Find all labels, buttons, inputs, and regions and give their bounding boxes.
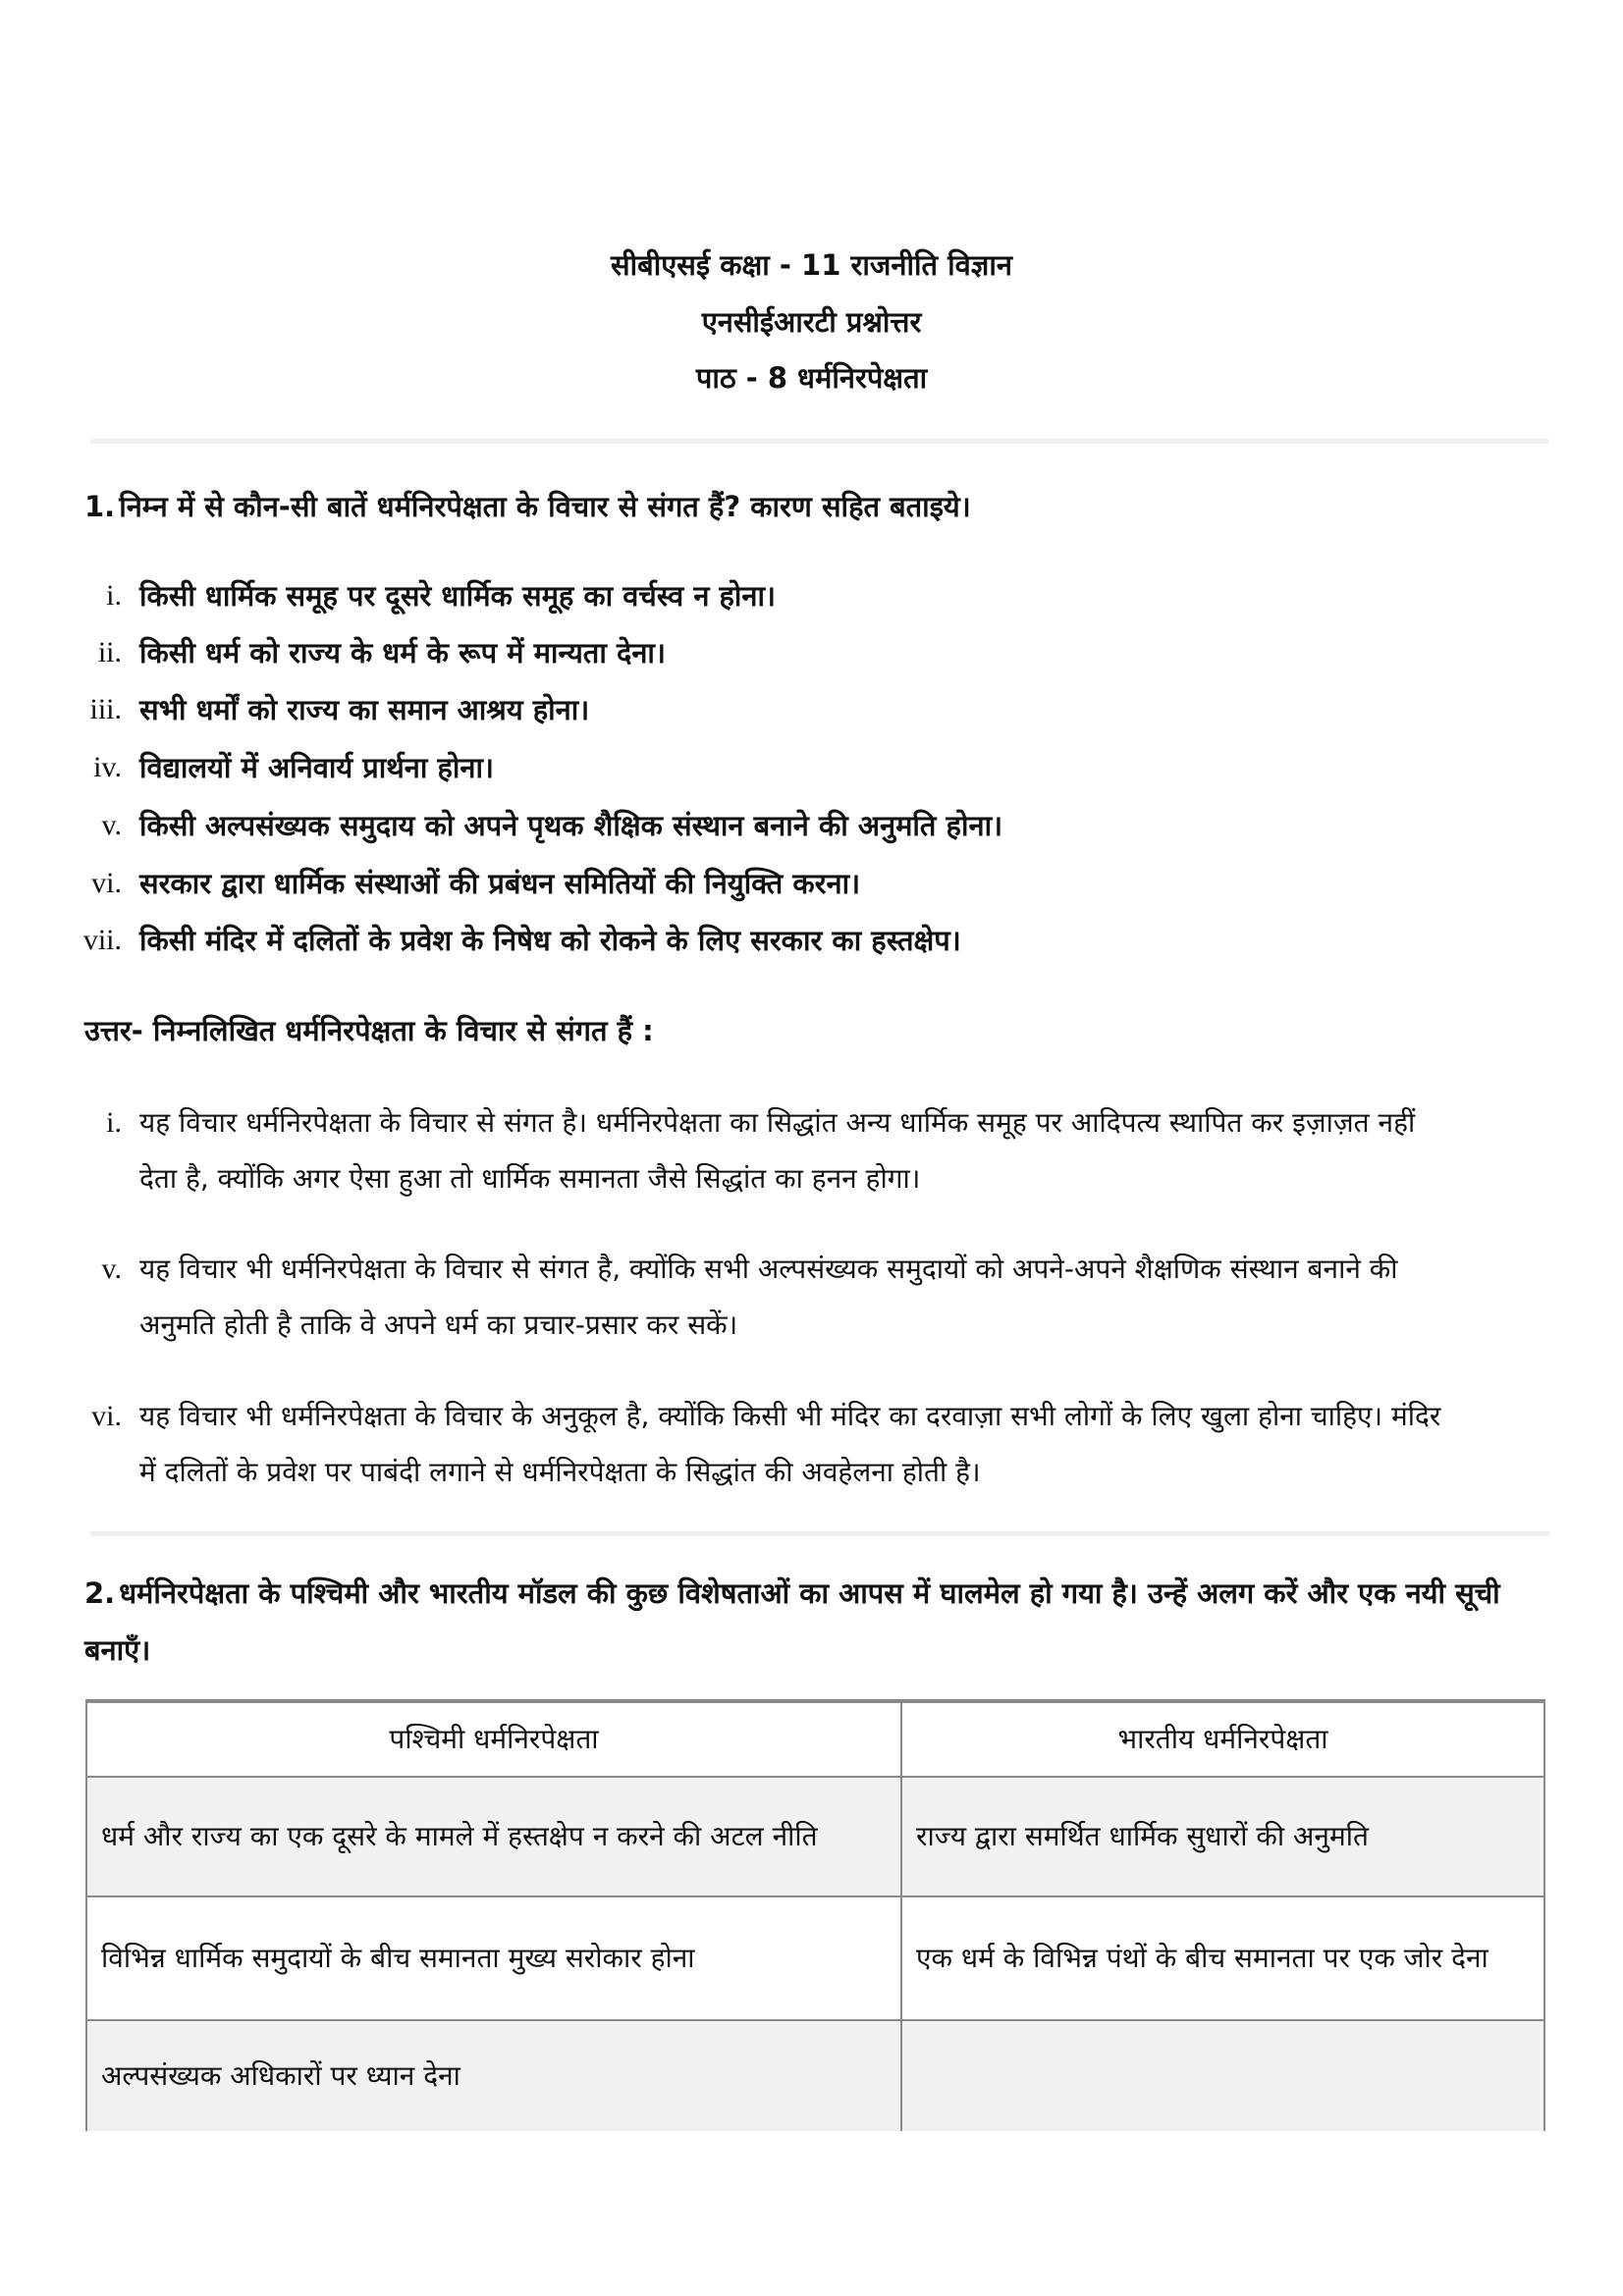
option-text: सभी धर्मों को राज्य का समान आश्रय होना। — [139, 693, 590, 726]
answer-number: v. — [101, 1253, 122, 1285]
option-text: किसी अल्पसंख्यक समुदाय को अपने पृथक शैक्षिक संस्थान बनाने की अनुमति होना। — [139, 809, 1003, 842]
option-item — [39, 806, 1414, 845]
document-title: सीबीएसई कक्षा - 11 राजनीति विज्ञान — [611, 248, 1012, 282]
option-item — [39, 690, 1414, 729]
table-header-row — [86, 1701, 1544, 1777]
table-row — [86, 2020, 1544, 2131]
document-subtitle: एनसीईआरटी प्रश्नोत्तर — [701, 305, 922, 339]
answer-text: यह विचार धर्मनिरपेक्षता के विचार से संगत है। धर्मनिरपेक्षता का सिद्धांत अन्य धार्मिक समूह पर आदिपत्य स्थापित कर इज़ाज़त नहीं देता है, क्योंकि अगर ऐसा हुआ तो धार्मिक समानता जैसे सिद्धांत का हनन होगा। — [139, 1106, 1416, 1195]
answer-number: vi. — [91, 1400, 122, 1432]
option-text: विद्यालयों में अनिवार्य प्रार्थना होना। — [139, 751, 495, 784]
option-number: iv. — [93, 751, 122, 783]
option-text: किसी मंदिर में दलितों के प्रवेश के निषेध को रोकने के लिए सरकार का हस्तक्षेप। — [139, 924, 961, 957]
answer-item — [39, 1095, 1473, 1206]
table-cell — [901, 2020, 1544, 2131]
section-divider — [90, 1531, 1549, 1536]
question-number: 1. — [84, 490, 116, 523]
table-cell: धर्म और राज्य का एक दूसरे के मामले में हस्तक्षेप न करने की अटल नीति — [86, 1777, 901, 1896]
column-header-indian: भारतीय धर्मनिरपेक्षता — [901, 1701, 1544, 1777]
option-text: किसी धर्म को राज्य के धर्म के रूप में मान्यता देना। — [139, 636, 666, 669]
option-number: vi. — [91, 867, 122, 899]
question-number: 2. — [84, 1576, 116, 1610]
comparison-table — [85, 1699, 1545, 2131]
chapter-title: पाठ - 8 धर्मनिरपेक्षता — [695, 361, 928, 395]
question-2 — [84, 1565, 1547, 1679]
table-cell: राज्य द्वारा समर्थित धार्मिक सुधारों की अनुमति — [901, 1777, 1544, 1896]
answer-text: यह विचार भी धर्मनिरपेक्षता के विचार से संगत है, क्योंकि सभी अल्पसंख्यक समुदायों को अपने-अपने शैक्षणिक संस्थान बनाने की अनुमति होती है ताकि वे अपने धर्म का प्रचार-प्रसार कर सकें। — [139, 1253, 1398, 1341]
option-item — [39, 864, 1414, 903]
option-text: सरकार द्वारा धार्मिक संस्थाओं की प्रबंधन समितियों की नियुक्ति करना। — [139, 867, 861, 900]
question-text: धर्मनिरपेक्षता के पश्चिमी और भारतीय मॉडल की कुछ विशेषताओं का आपस में घालमेल हो गया है। उन्हें अलग करें और एक नयी सूची बनाएँ। — [84, 1576, 1500, 1667]
table-cell: एक धर्म के विभिन्न पंथों के बीच समानता पर एक जोर देना — [901, 1896, 1544, 2020]
answer-number: i. — [106, 1106, 122, 1139]
answer-item — [39, 1241, 1473, 1353]
option-number: i. — [106, 579, 122, 612]
option-number: iii. — [89, 693, 122, 725]
option-item — [39, 633, 1414, 672]
option-item — [39, 921, 1414, 960]
option-item — [39, 748, 1414, 787]
answer-heading: उत्तर- निम्नलिखित धर्मनिरपेक्षता के विचार से संगत हैं : — [84, 1014, 654, 1047]
answer-item — [39, 1388, 1473, 1500]
question-text: निम्न में से कौन-सी बातें धर्मनिरपेक्षता के विचार से संगत हैं? कारण सहित बताइये। — [119, 490, 971, 523]
option-number: vii. — [82, 924, 122, 956]
section-divider — [90, 439, 1549, 444]
option-item — [39, 576, 1414, 615]
table-row — [86, 1777, 1544, 1896]
option-text: किसी धार्मिक समूह पर दूसरे धार्मिक समूह का वर्चस्व न होना। — [139, 579, 777, 613]
option-number: v. — [101, 809, 122, 841]
table-cell: विभिन्न धार्मिक समुदायों के बीच समानता मुख्य सरोकार होना — [86, 1896, 901, 2020]
option-number: ii. — [97, 636, 122, 668]
question-1 — [84, 478, 1547, 535]
column-header-western: पश्चिमी धर्मनिरपेक्षता — [86, 1701, 901, 1777]
table-cell: अल्पसंख्यक अधिकारों पर ध्यान देना — [86, 2020, 901, 2131]
table-row — [86, 1896, 1544, 2020]
answer-text: यह विचार भी धर्मनिरपेक्षता के विचार के अनुकूल है, क्योंकि किसी भी मंदिर का दरवाज़ा सभी लोगों के लिए खुला होना चाहिए। मंदिर में दलितों के प्रवेश पर पाबंदी लगाने से धर्मनिरपेक्षता के सिद्धांत की अवहेलना होती है। — [139, 1400, 1441, 1488]
